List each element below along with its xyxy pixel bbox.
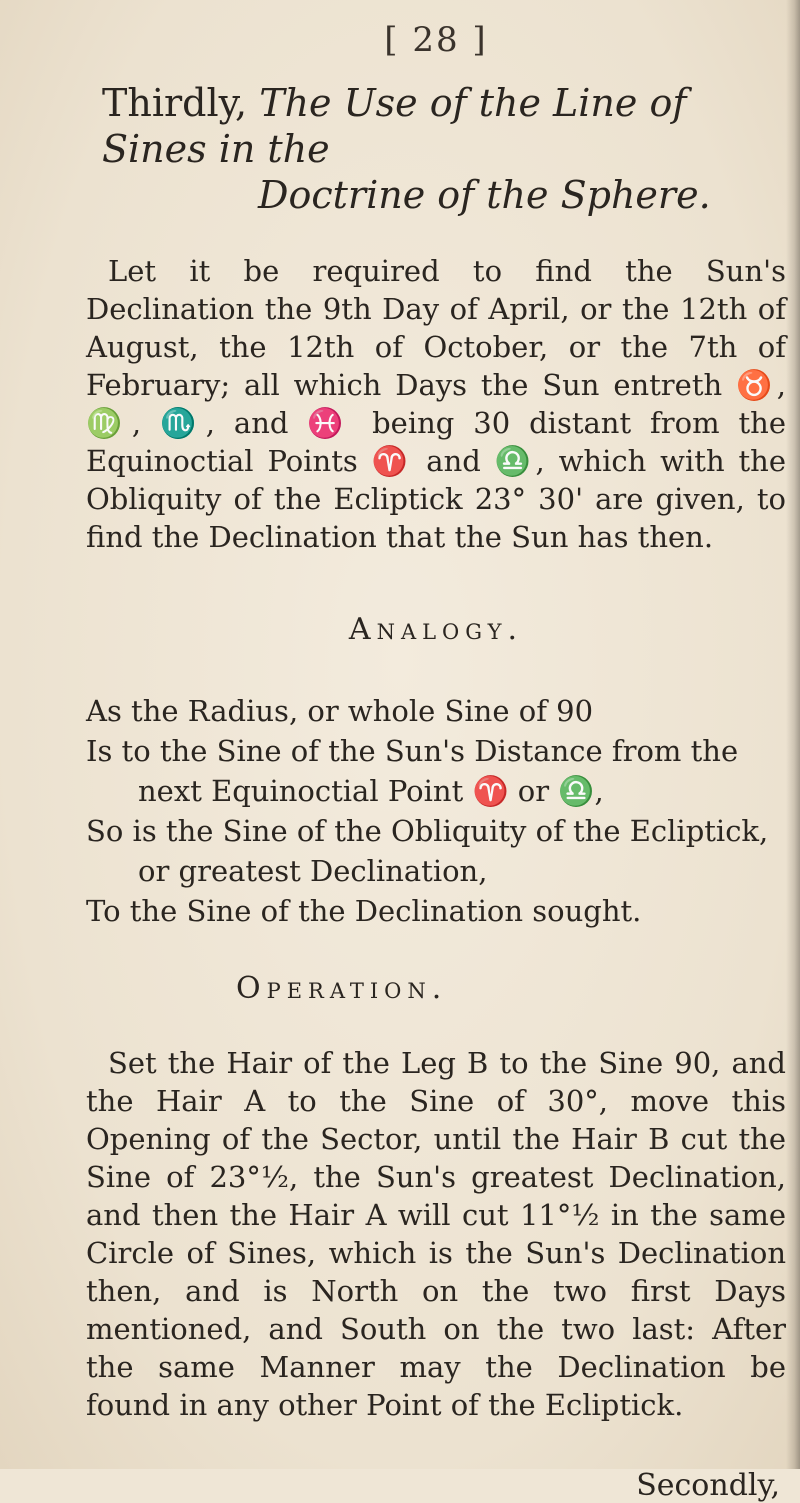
analogy-block <box>86 691 786 931</box>
analogy-line: or greatest Declination, <box>138 854 488 888</box>
analogy-line: next Equinoctial Point ♈ or ♎, <box>138 774 604 808</box>
analogy-line: To the Sine of the Declination sought. <box>86 894 642 928</box>
section-title <box>86 80 786 172</box>
analogy-line: As the Radius, or whole Sine of 90 <box>86 694 594 728</box>
analogy-heading: Analogy. <box>348 612 524 647</box>
title-lead: Thirdly, <box>102 81 248 125</box>
section-title-line2: Doctrine of the Sphere. <box>258 173 711 217</box>
operation-heading: Operation. <box>236 971 448 1006</box>
page-edge-shadow <box>786 0 800 1469</box>
page-number: [ 28 ] <box>384 20 488 60</box>
analogy-line: So is the Sine of the Obliquity of the Ecliptick, <box>86 814 769 848</box>
problem-paragraph: Let it be required to find the Sun's Declination the 9th Day of April, or the 12th of August, the 12th of October, or the 7th of February; all which Days the Sun entreth ♉, ♍, ♏, and ♓ being 30 distant from the Equinoctial Points ♈ and ♎, which with the Obliquity of the Ecliptick 23° 30' are given, to find the Declination that the Sun has then. <box>86 254 786 554</box>
catchword: Secondly, <box>636 1468 780 1503</box>
operation-paragraph: Set the Hair of the Leg B to the Sine 90, and the Hair A to the Sine of 30°, move this Opening of the Sector, until the Hair B cut the Sine of 23°½, the Sun's greatest Declination, and then the Hair A will cut 11°½ in the same Circle of Sines, which is the Sun's Declination then, and is North on the two first Days mentioned, and South on the two last: After the same Manner may the Declination be found in any other Point of the Ecliptick. <box>86 1046 786 1422</box>
analogy-line: Is to the Sine of the Sun's Distance from the <box>86 734 739 768</box>
title-rest: The Use of the Line of Sines in the <box>102 81 687 171</box>
page-content <box>86 20 786 1503</box>
